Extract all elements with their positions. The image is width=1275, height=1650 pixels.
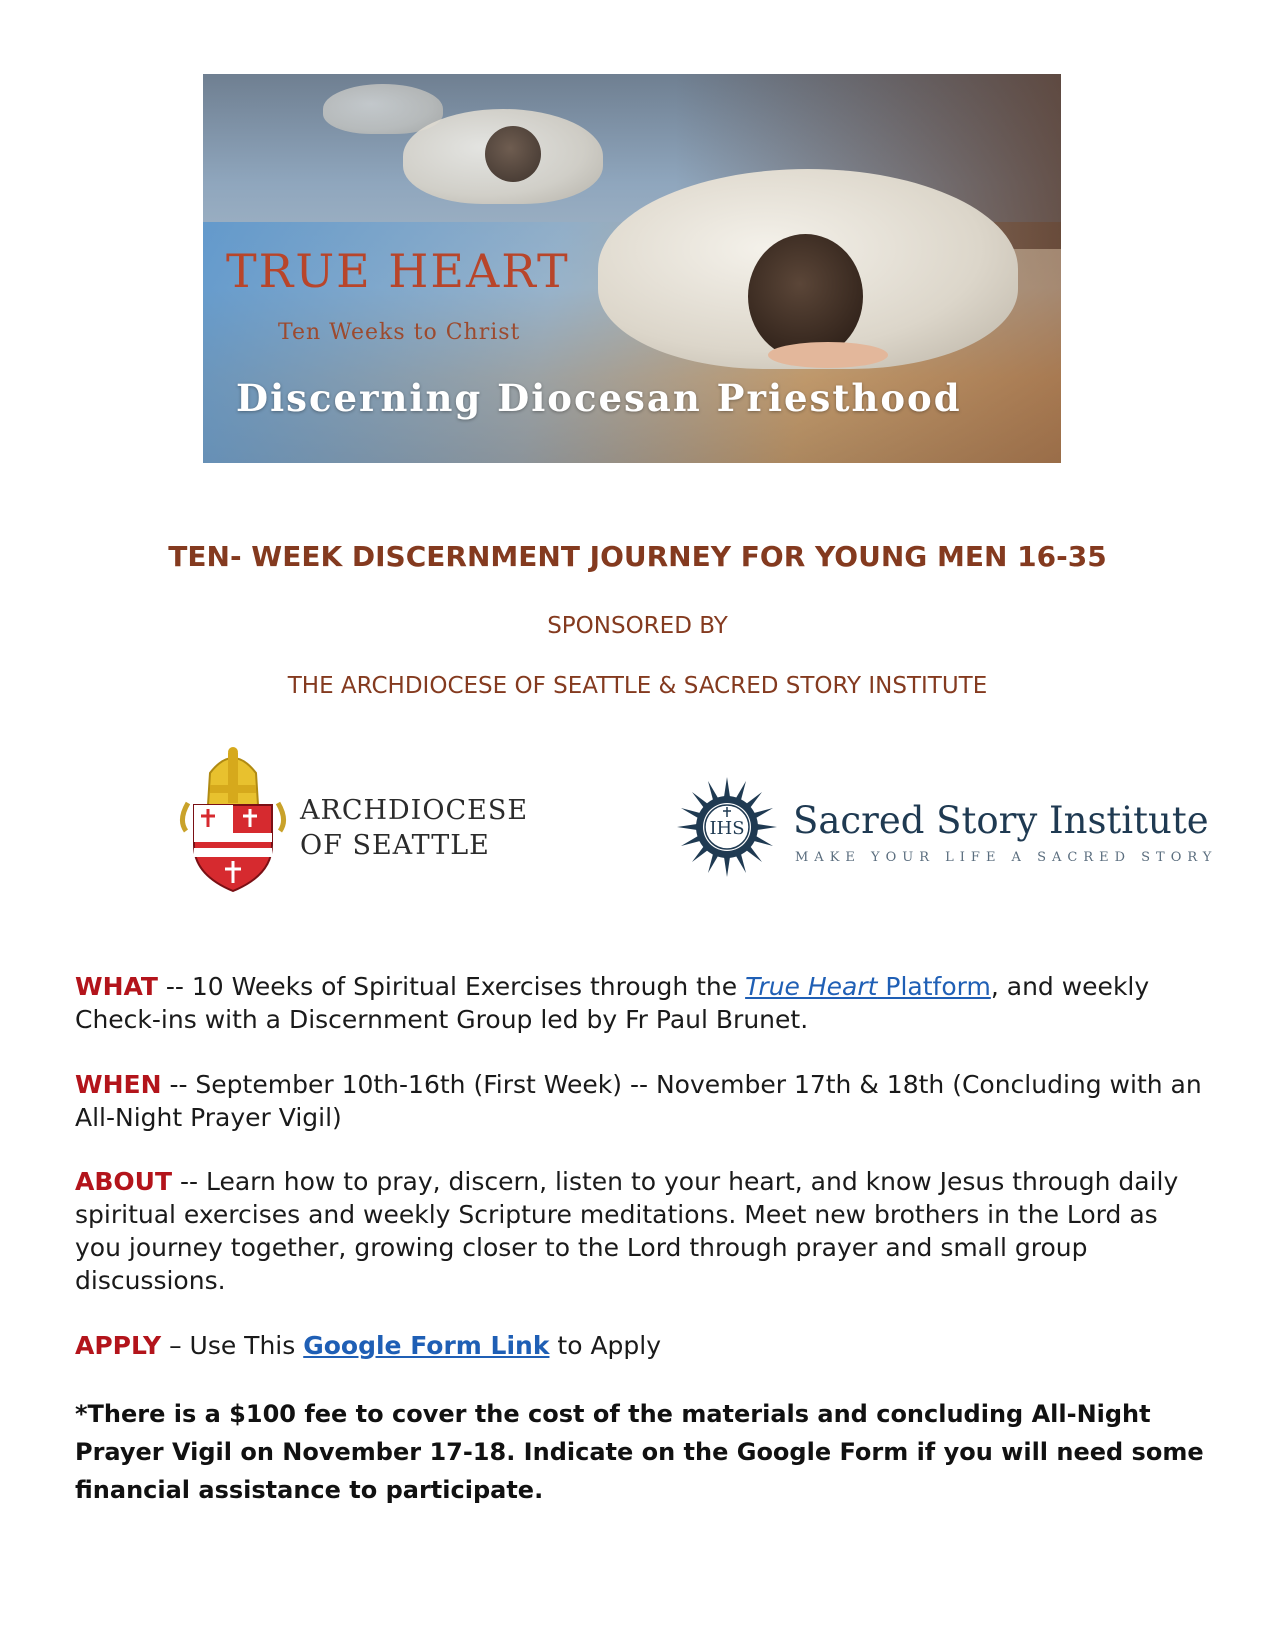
true-heart-platform-link[interactable]	[745, 972, 991, 1001]
apply-label: APPLY	[75, 1331, 162, 1360]
ssi-tagline: MAKE YOUR LIFE A SACRED STORY	[795, 850, 1218, 865]
sponsors-line: THE ARCHDIOCESE OF SEATTLE & SACRED STORY INSTITUTE	[287, 673, 988, 699]
archdiocese-name-line2: OF SEATTLE	[300, 830, 490, 861]
page-title: TEN- WEEK DISCERNMENT JOURNEY FOR YOUNG MEN 16-35	[168, 540, 1107, 573]
banner-title: TRUE HEART	[226, 244, 570, 298]
archdiocese-coat-of-arms-icon	[178, 745, 288, 895]
true-heart-link-italic[interactable]: True Heart	[745, 972, 878, 1001]
banner-subtitle: Discerning Diocesan Priesthood	[236, 376, 962, 420]
about-paragraph	[75, 1165, 1205, 1297]
archdiocese-name-line1: ARCHDIOCESE	[300, 795, 529, 826]
what-text-1: -- 10 Weeks of Spiritual Exercises through the	[157, 972, 746, 1001]
sponsored-by-label: SPONSORED BY	[547, 613, 728, 639]
apply-text-2: to Apply	[549, 1331, 662, 1360]
platform-link-text[interactable]: Platform	[877, 972, 991, 1001]
ssi-name: Sacred Story Institute	[793, 799, 1209, 842]
prostrate-head-middle	[485, 126, 541, 182]
banner-tagline: Ten Weeks to Christ	[278, 320, 521, 345]
apply-paragraph	[75, 1329, 1205, 1362]
what-text-2: , and weekly Check-ins with a Discernment Group led by Fr Paul Brunet.	[75, 972, 1150, 1034]
apply-text-1: – Use This	[161, 1331, 304, 1360]
archdiocese-of-seattle-logo	[178, 745, 529, 895]
ihs-sunburst-icon	[675, 775, 785, 885]
what-paragraph	[75, 970, 1205, 1036]
ihs-monogram: IHS	[709, 818, 745, 839]
about-label: ABOUT	[75, 1167, 173, 1196]
prostrate-hands	[768, 342, 888, 368]
when-paragraph	[75, 1068, 1205, 1134]
sacred-story-institute-logo	[675, 775, 1218, 885]
prostrate-head-front	[748, 234, 863, 359]
google-form-link[interactable]: Google Form Link	[303, 1331, 550, 1360]
when-text: -- September 10th-16th (First Week) -- November 17th & 18th (Concluding with an All-Night Prayer Vigil)	[75, 1070, 1202, 1132]
hero-banner	[203, 74, 1061, 463]
about-text: -- Learn how to pray, discern, listen to your heart, and know Jesus through daily spiritual exercises and weekly Scripture meditations. Meet new brothers in the Lord as you journey together, growing closer to the Lord through prayer and small group discussions.	[75, 1167, 1179, 1295]
what-label: WHAT	[75, 972, 158, 1001]
when-label: WHEN	[75, 1070, 162, 1099]
fee-note: *There is a $100 fee to cover the cost of the materials and concluding All-Night Prayer Vigil on November 17-18. Indicate on the Google Form if you will need some financial assistance to participate.	[75, 1400, 1204, 1504]
